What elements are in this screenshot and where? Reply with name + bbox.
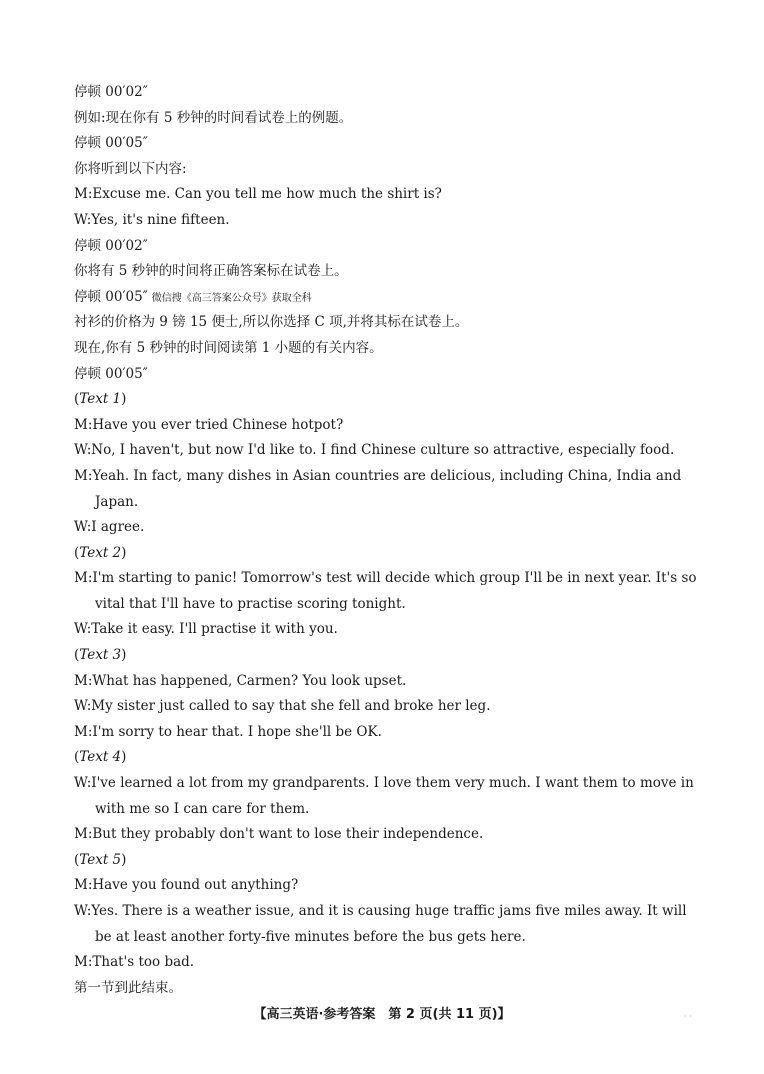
- dialogue-line: W:Yes. There is a weather issue, and it is causing huge traffic jams five miles away. It will: [74, 903, 687, 919]
- reading-instruction: 现在,你有 5 秒钟的时间阅读第 1 小题的有关内容。: [74, 339, 383, 356]
- watermark-note: 微信搜《高三答案公众号》获取全科: [151, 292, 312, 304]
- example-explanation: 衬衫的价格为 9 镑 15 便士,所以你选择 C 项,并将其标在试卷上。: [74, 314, 469, 331]
- text-label-1: (Text 1): [74, 391, 127, 408]
- dialogue-line: M:That's too bad.: [74, 954, 195, 971]
- dialogue-line: M:Excuse me. Can you tell me how much the shirt is?: [74, 186, 442, 203]
- dialogue-line: W:No, I haven't, but now I'd like to. I find Chinese culture so attractive, especially food.: [74, 442, 675, 459]
- dialogue-line: W:Take it easy. I'll practise it with you.: [74, 621, 338, 638]
- dialogue-line: W:I agree.: [74, 519, 145, 536]
- pause-text: 停顿 00′05″: [74, 288, 148, 305]
- pause-line: 停顿 00′05″: [74, 135, 148, 152]
- answer-instruction: 你将有 5 秒钟的时间将正确答案标在试卷上。: [74, 263, 348, 280]
- dialogue-line-continued: vital that I'll have to practise scoring tonight.: [95, 595, 406, 612]
- dialogue-line: M:What has happened, Carmen? You look upset.: [74, 672, 407, 689]
- listen-instruction: 你将听到以下内容:: [74, 160, 187, 177]
- text-label-2: (Text 2): [74, 544, 127, 561]
- pause-line-with-note: [74, 285, 698, 311]
- dialogue-line-continued: be at least another forty-five minutes before the bus gets here.: [95, 928, 526, 945]
- text-label-3: (Text 3): [74, 647, 127, 664]
- dialogue-line: W:Yes, it's nine fifteen.: [74, 211, 230, 228]
- corner-mark: · ·: [684, 1012, 692, 1021]
- dialogue-line-continued: with me so I can care for them.: [95, 800, 310, 817]
- text-label: Text 1: [79, 391, 122, 408]
- section-end: 第一节到此结束。: [74, 979, 182, 996]
- pause-line: 停顿 00′02″: [74, 237, 148, 254]
- dialogue-line: W:My sister just called to say that she fell and broke her leg.: [74, 698, 491, 715]
- text-label-4: (Text 4): [74, 749, 127, 766]
- pause-line: 停顿 00′02″: [74, 84, 148, 100]
- example-instruction: 例如:现在你有 5 秒钟的时间看试卷上的例题。: [74, 109, 353, 126]
- dialogue-line: W:I've learned a lot from my grandparents. I love them very much. I want them to move in: [74, 775, 694, 792]
- dialogue-line: M:But they probably don't want to lose their independence.: [74, 826, 484, 843]
- document-body: [74, 80, 698, 1001]
- dialogue-line-continued: Japan.: [95, 493, 139, 510]
- dialogue-line: M:I'm sorry to hear that. I hope she'll be OK.: [74, 723, 382, 740]
- dialogue-line: M:Have you found out anything?: [74, 877, 299, 894]
- pause-line: 停顿 00′05″: [74, 365, 148, 382]
- dialogue-line: M:Yeah. In fact, many dishes in Asian countries are delicious, including China, India and: [74, 467, 682, 484]
- dialogue-line: M:I'm starting to panic! Tomorrow's test will decide which group I'll be in next year. It's so: [74, 570, 697, 587]
- page-footer: 【高三英语·参考答案 第 2 页(共 11 页)】: [253, 1007, 511, 1022]
- text-label: Text 5: [79, 851, 122, 868]
- text-label: Text 2: [79, 544, 122, 561]
- text-label: Text 4: [79, 749, 122, 766]
- text-label: Text 3: [79, 647, 122, 664]
- text-label-5: (Text 5): [74, 851, 127, 868]
- dialogue-line: M:Have you ever tried Chinese hotpot?: [74, 416, 344, 433]
